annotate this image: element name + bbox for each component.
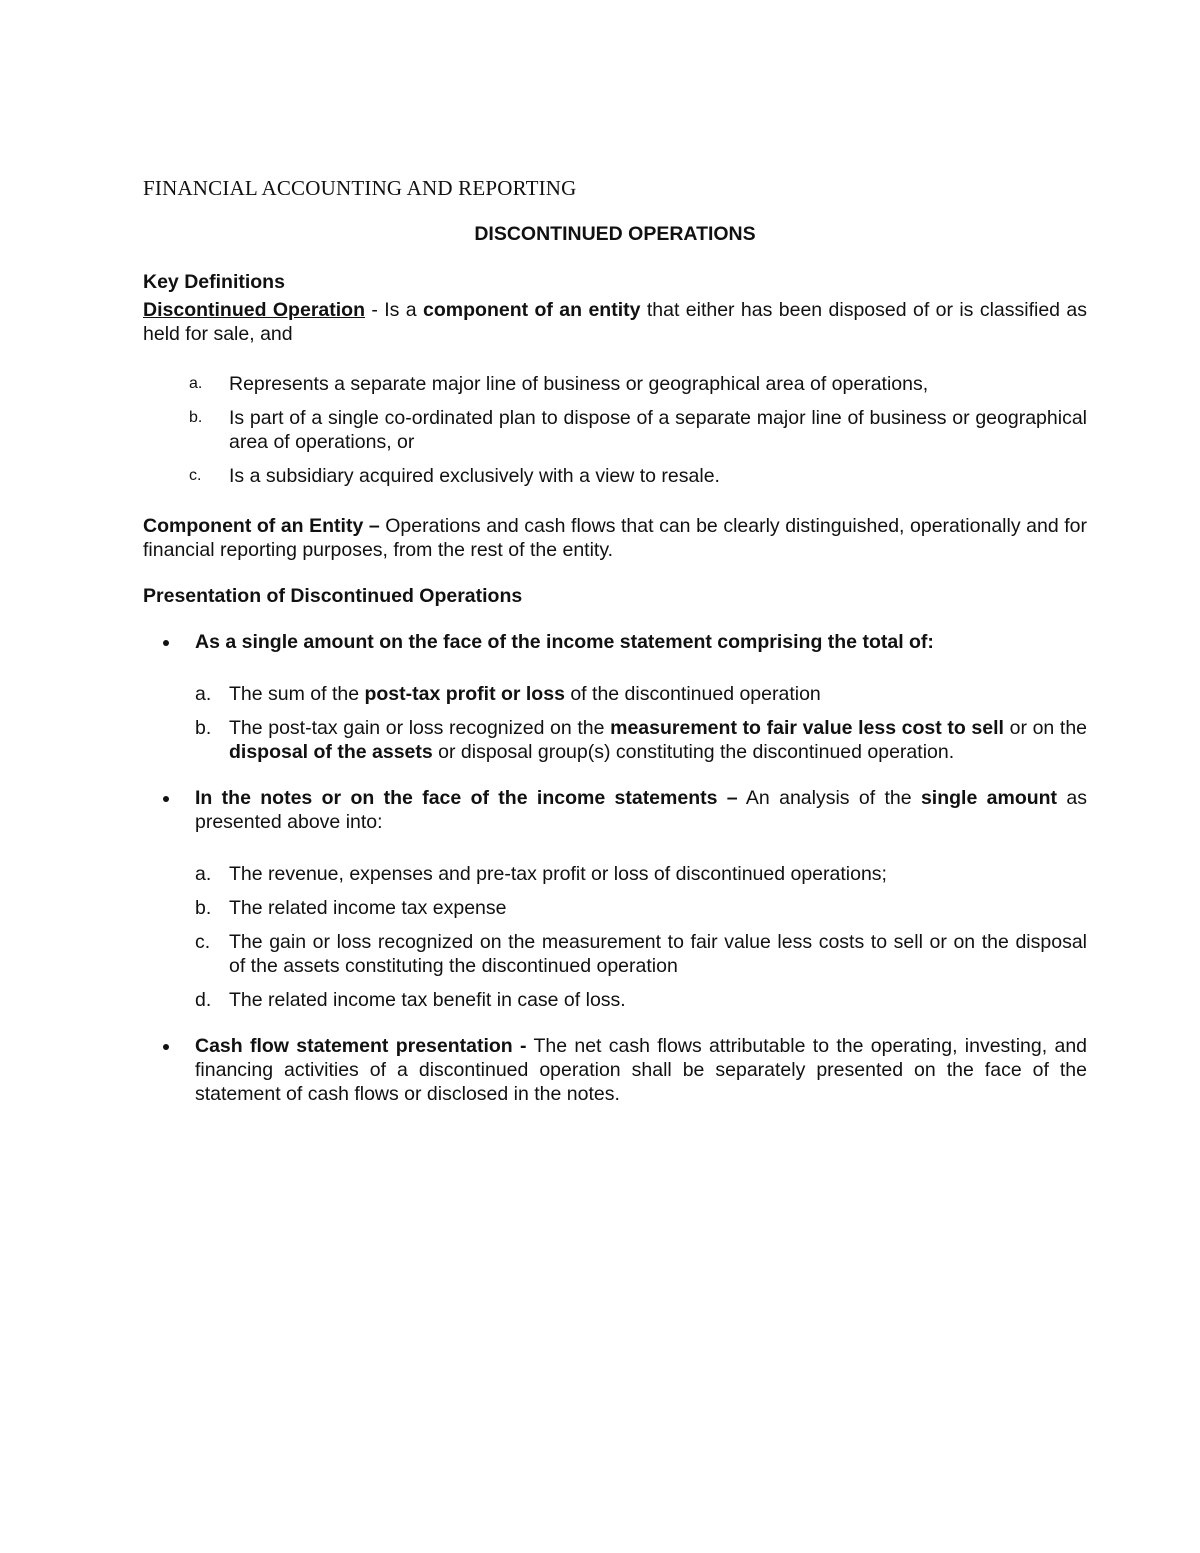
- bullet-item: [143, 786, 1087, 1012]
- list-item: [143, 464, 1087, 488]
- list-marker: c.: [195, 931, 211, 953]
- list-item-text: The post-tax gain or loss recognized on the: [229, 717, 611, 739]
- presentation-bullet-list: [143, 630, 1087, 1106]
- list-item-text: Represents a separate major line of business or geographical area of operations,: [229, 373, 929, 395]
- list-item-text: The revenue, expenses and pre-tax profit or loss of discontinued operations;: [229, 863, 887, 885]
- list-item-text: or disposal group(s) constituting the discontinued operation.: [432, 741, 955, 763]
- list-marker: d.: [195, 989, 212, 1011]
- list-marker: b.: [189, 409, 203, 426]
- list-item-text: The related income tax expense: [229, 897, 507, 919]
- list-item: [143, 682, 1087, 706]
- key-definitions-heading: Key Definitions: [143, 271, 285, 293]
- list-item-text: Is a subsidiary acquired exclusively with a view to resale.: [229, 465, 720, 487]
- document-header: FINANCIAL ACCOUNTING AND REPORTING: [143, 176, 577, 200]
- list-marker: a.: [195, 863, 212, 885]
- list-item-bold-text: measurement to fair value less cost to sell: [610, 717, 1004, 739]
- list-item-text: The related income tax benefit in case of loss.: [229, 989, 626, 1011]
- bullet-text: The net cash flows attributable to the operating, investing, and financing activities of a discontinued operation shall be separately presented on the face of the statement of cash flows or disclosed in the notes.: [195, 1035, 1088, 1105]
- definition-text: that either has been disposed of or is classified as held for sale, and: [143, 299, 1088, 345]
- list-marker: a.: [195, 683, 212, 705]
- component-of-entity-term: Component of an Entity –: [143, 515, 380, 537]
- list-item: [143, 862, 1087, 886]
- list-item: [143, 988, 1087, 1012]
- list-item-text: The gain or loss recognized on the measurement to fair value less costs to sell or on the disposal of the assets constituting the discontinued operation: [229, 931, 1087, 977]
- list-item: [143, 372, 1087, 396]
- document-content: [143, 176, 1087, 1106]
- list-marker: b.: [195, 897, 212, 919]
- bullet-item: [143, 1034, 1087, 1106]
- analysis-items-list: [143, 862, 1087, 1012]
- list-marker: a.: [189, 375, 203, 392]
- component-of-entity-definition: [143, 514, 1087, 562]
- list-item-bold-text: disposal of the assets: [229, 741, 433, 763]
- list-item-text: The sum of the: [229, 683, 365, 705]
- list-item-bold-text: post-tax profit or loss: [364, 683, 565, 705]
- bullet-icon: [163, 796, 169, 802]
- bullet-bold-text: Cash flow statement presentation -: [195, 1035, 527, 1057]
- bullet-text: as presented above into:: [195, 787, 1087, 833]
- list-item: [143, 896, 1087, 920]
- list-item: [143, 930, 1087, 978]
- discontinued-operation-term: Discontinued Operation: [143, 299, 365, 321]
- bullet-text: An analysis of the: [737, 787, 921, 809]
- discontinued-operation-criteria-list: [143, 372, 1087, 488]
- bullet-bold-text: single amount: [920, 787, 1058, 809]
- list-item-text: or on the: [1003, 717, 1088, 739]
- list-item-text: of the discontinued operation: [564, 683, 821, 705]
- list-marker: b.: [195, 717, 212, 739]
- list-item: [143, 716, 1087, 764]
- definition-text: Operations and cash flows that can be clearly distinguished, operationally and for financial reporting purposes, from the rest of the entity.: [143, 515, 1087, 561]
- list-marker: c.: [189, 467, 202, 484]
- discontinued-operation-definition: [143, 298, 1087, 346]
- single-amount-components-list: [143, 682, 1087, 764]
- bullet-text: As a single amount on the face of the income statement comprising the total of:: [195, 631, 934, 653]
- list-item: [143, 406, 1087, 454]
- bullet-bold-text: In the notes or on the face of the income statements –: [195, 787, 738, 809]
- document-title: DISCONTINUED OPERATIONS: [474, 223, 756, 245]
- definition-bold-text: component of an entity: [423, 299, 641, 321]
- definition-text: - Is a: [364, 299, 424, 321]
- presentation-heading: Presentation of Discontinued Operations: [143, 585, 523, 607]
- list-item-text: Is part of a single co-ordinated plan to dispose of a separate major line of business or geographical area of operations, or: [229, 407, 1087, 453]
- bullet-item: [143, 630, 1087, 764]
- bullet-icon: [163, 1044, 169, 1050]
- bullet-icon: [163, 640, 169, 646]
